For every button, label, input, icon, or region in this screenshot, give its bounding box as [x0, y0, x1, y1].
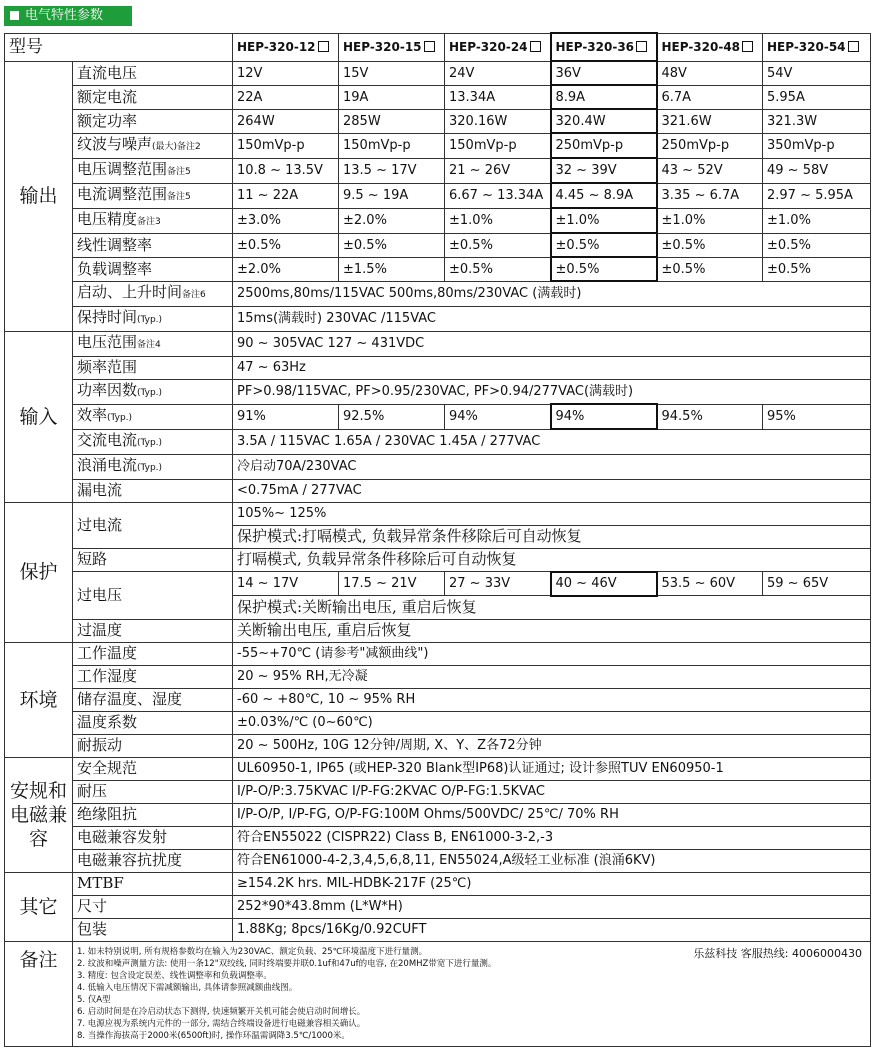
square-icon	[10, 11, 19, 20]
value-cell: 49 ~ 58V	[763, 158, 871, 183]
value-cell: 150mVp-p	[233, 133, 339, 158]
checkbox-icon	[848, 41, 859, 52]
row-label-text: 电压范围	[77, 332, 138, 351]
row-label-note: (Typ.)	[107, 412, 133, 423]
row-label: 安全规范	[73, 757, 233, 780]
model-name: HEP-320-54	[767, 39, 846, 54]
value-cell: ±0.5%	[445, 233, 551, 257]
value-cell: -55~+70℃ (请参考"减额曲线")	[233, 642, 871, 665]
value-cell: 13.5 ~ 17V	[339, 158, 445, 183]
model-name: HEP-320-24	[449, 39, 528, 54]
row-label-text: 电压调整范围	[77, 159, 168, 178]
row-label: 短路	[73, 548, 233, 572]
row-label-text: 漏电流	[77, 481, 123, 499]
row-label-text: 浪涌电流	[77, 455, 138, 474]
row-label	[73, 479, 233, 502]
value-cell: ±0.5%	[339, 233, 445, 257]
row-label-text: 电压精度	[77, 209, 138, 228]
value-cell: 3.5A / 115VAC 1.65A / 230VAC 1.45A / 277VAC	[233, 429, 871, 454]
row-label	[73, 306, 233, 331]
value-cell: 53.5 ~ 60V	[657, 572, 763, 596]
row-label: 包装	[73, 918, 233, 941]
value-cell: 40 ~ 46V	[551, 572, 657, 596]
value-cell: <0.75mA / 277VAC	[233, 479, 871, 502]
value-cell: 32 ~ 39V	[551, 158, 657, 183]
row-label: 工作湿度	[73, 665, 233, 688]
value-cell: 3.35 ~ 6.7A	[657, 183, 763, 208]
row-label: MTBF	[73, 872, 233, 895]
row-label	[73, 109, 233, 133]
model-name: HEP-320-36	[555, 39, 635, 54]
category-cell: 其它	[5, 872, 73, 941]
value-cell: ±1.5%	[339, 257, 445, 281]
value-cell: 250mVp-p	[657, 133, 763, 158]
value-cell: 59 ~ 65V	[763, 572, 871, 596]
checkbox-icon	[636, 41, 647, 52]
value-cell: 4.45 ~ 8.9A	[551, 183, 657, 208]
value-cell: 20 ~ 95% RH,无冷凝	[233, 665, 871, 688]
value-cell: 14 ~ 17V	[233, 572, 339, 596]
row-label	[73, 379, 233, 404]
value-cell: 150mVp-p	[445, 133, 551, 158]
value-cell: 6.7A	[657, 85, 763, 109]
row-label-text: 频率范围	[77, 358, 138, 376]
section-title: 电气特性参数	[25, 8, 104, 23]
hotline-text: 乐兹科技 客服热线: 4006000430	[693, 946, 862, 960]
value-cell: ±0.5%	[763, 233, 871, 257]
row-label-note: (Typ.)	[137, 462, 163, 473]
model-name: HEP-320-12	[237, 39, 316, 54]
row-label: 过温度	[73, 619, 233, 642]
row-label	[73, 331, 233, 356]
note-line: 5. 仅A型	[77, 994, 111, 1005]
row-label	[73, 356, 233, 379]
value-cell: 12V	[233, 61, 339, 85]
value-cell: 15ms(满载时) 230VAC /115VAC	[233, 306, 871, 331]
row-label: 绝缘阻抗	[73, 803, 233, 826]
checkbox-icon	[424, 41, 435, 52]
row-label	[73, 158, 233, 183]
model-cell	[445, 33, 551, 61]
model-cell	[763, 33, 871, 61]
value-cell: PF>0.98/115VAC, PF>0.95/230VAC, PF>0.94/277VAC(满载时)	[233, 379, 871, 404]
category-cell: 安规和电磁兼容	[5, 757, 73, 872]
row-label-text: 额定功率	[77, 111, 138, 130]
value-cell: ±0.5%	[551, 257, 657, 281]
row-label: 温度系数	[73, 711, 233, 734]
row-label-note: 备注5	[167, 191, 191, 202]
value-cell: 9.5 ~ 19A	[339, 183, 445, 208]
value-cell: 符合EN55022 (CISPR22) Class B, EN61000-3-2,-3	[233, 826, 871, 849]
note-line: 7. 电源应视为系统内元件的一部分, 需结合终端设备进行电磁兼容相关确认。	[77, 1018, 366, 1029]
row-label	[73, 85, 233, 109]
row-label-note: 备注3	[137, 216, 161, 227]
row-label	[73, 133, 233, 158]
row-label	[73, 429, 233, 454]
value-cell: ±1.0%	[763, 208, 871, 233]
row-label-note: (Typ.)	[137, 387, 163, 398]
row-label-text: 线性调整率	[77, 235, 153, 254]
value-cell: 94.5%	[657, 404, 763, 429]
value-cell: 47 ~ 63Hz	[233, 356, 871, 379]
value-cell: ±2.0%	[233, 257, 339, 281]
value-cell: 350mVp-p	[763, 133, 871, 158]
note-line: 1. 如未特别说明, 所有规格参数均在输入为230VAC、额定负载、25℃环境温度下进行量测。	[77, 946, 428, 957]
value-cell: 54V	[763, 61, 871, 85]
row-label-note: (Typ.)	[137, 437, 163, 448]
value-cell: 保护模式:关断输出电压, 重启后恢复	[233, 596, 871, 620]
row-label: 电磁兼容抗扰度	[73, 849, 233, 872]
checkbox-icon	[742, 41, 753, 52]
value-cell: -60 ~ +80℃, 10 ~ 95% RH	[233, 688, 871, 711]
row-label-note: 备注6	[182, 289, 206, 300]
value-cell: 321.3W	[763, 109, 871, 133]
value-cell: 320.4W	[551, 109, 657, 133]
category-cell: 环境	[5, 642, 73, 757]
spec-table	[4, 32, 871, 1047]
value-cell: 10.8 ~ 13.5V	[233, 158, 339, 183]
value-cell: 320.16W	[445, 109, 551, 133]
category-cell: 输出	[5, 61, 73, 331]
value-cell: 36V	[551, 61, 657, 85]
value-cell: 24V	[445, 61, 551, 85]
row-label: 电磁兼容发射	[73, 826, 233, 849]
row-label	[73, 281, 233, 306]
row-label-text: 额定电流	[77, 87, 138, 106]
model-cell	[657, 33, 763, 61]
value-cell: 19A	[339, 85, 445, 109]
value-cell: 2500ms,80ms/115VAC 500ms,80ms/230VAC (满载时)	[233, 281, 871, 306]
value-cell: 5.95A	[763, 85, 871, 109]
value-cell: 94%	[445, 404, 551, 429]
category-cell: 备注	[5, 941, 73, 1046]
value-cell: 保护模式:打嗝模式, 负载异常条件移除后可自动恢复	[233, 525, 871, 548]
note-line: 6. 启动时间是在冷启动状态下测得, 快速频繁开关机可能会使启动时间增长。	[77, 1006, 366, 1017]
value-cell: ≥154.2K hrs. MIL-HDBK-217F (25℃)	[233, 872, 871, 895]
row-label	[73, 454, 233, 479]
value-cell: ±1.0%	[551, 208, 657, 233]
row-label	[73, 208, 233, 233]
model-cell	[551, 33, 657, 61]
row-label: 耐压	[73, 780, 233, 803]
row-label: 耐振动	[73, 734, 233, 757]
value-cell: 48V	[657, 61, 763, 85]
value-cell: ±0.5%	[233, 233, 339, 257]
value-cell: ±3.0%	[233, 208, 339, 233]
value-cell: ±2.0%	[339, 208, 445, 233]
row-label: 过电压	[73, 572, 233, 620]
value-cell: 250mVp-p	[551, 133, 657, 158]
note-line: 3. 精度: 包含设定误差、线性调整率和负载调整率。	[77, 970, 272, 981]
row-label-text: 交流电流	[77, 430, 138, 449]
model-cell	[233, 33, 339, 61]
section-header	[4, 6, 132, 26]
row-label-note: (Typ.)	[137, 314, 163, 325]
row-label-text: 直流电压	[77, 63, 138, 82]
checkbox-icon	[318, 41, 329, 52]
value-cell: 6.67 ~ 13.34A	[445, 183, 551, 208]
row-label: 过电流	[73, 502, 233, 548]
row-label-note: 备注5	[167, 166, 191, 177]
value-cell: 21 ~ 26V	[445, 158, 551, 183]
row-label-text: 功率因数	[77, 380, 138, 399]
row-label	[73, 61, 233, 85]
row-label	[73, 257, 233, 281]
value-cell: ±1.0%	[445, 208, 551, 233]
row-label	[73, 404, 233, 429]
value-cell: 91%	[233, 404, 339, 429]
value-cell: ±0.5%	[763, 257, 871, 281]
notes-cell	[73, 941, 871, 1046]
value-cell: 321.6W	[657, 109, 763, 133]
note-line: 4. 低输入电压情况下需减额输出, 具体请参照减额曲线图。	[77, 982, 298, 993]
value-cell: I/P-O/P:3.75KVAC I/P-FG:2KVAC O/P-FG:1.5KVAC	[233, 780, 871, 803]
checkbox-icon	[530, 41, 541, 52]
row-label	[73, 233, 233, 257]
value-cell: 8.9A	[551, 85, 657, 109]
value-cell: 冷启动70A/230VAC	[233, 454, 871, 479]
value-cell: ±0.5%	[657, 233, 763, 257]
model-label: 型号	[5, 33, 233, 61]
row-label-text: 效率	[77, 405, 108, 424]
value-cell: 打嗝模式, 负载异常条件移除后可自动恢复	[233, 548, 871, 572]
value-cell: 20 ~ 500Hz, 10G 12分钟/周期, X、Y、Z各72分钟	[233, 734, 871, 757]
value-cell: ±1.0%	[657, 208, 763, 233]
value-cell: 1.88Kg; 8pcs/16Kg/0.92CUFT	[233, 918, 871, 941]
value-cell: 22A	[233, 85, 339, 109]
row-label-text: 电流调整范围	[77, 184, 168, 203]
value-cell: UL60950-1, IP65 (或HEP-320 Blank型IP68)认证通过; 设计参照TUV EN60950-1	[233, 757, 871, 780]
model-name: HEP-320-15	[343, 39, 422, 54]
value-cell: 15V	[339, 61, 445, 85]
value-cell: 关断输出电压, 重启后恢复	[233, 619, 871, 642]
category-cell: 保护	[5, 502, 73, 642]
row-label	[73, 183, 233, 208]
row-label-text: 纹波与噪声	[77, 134, 153, 153]
value-cell: 105%~ 125%	[233, 502, 871, 525]
row-label-note: (最大)备注2	[152, 141, 201, 152]
row-label: 工作温度	[73, 642, 233, 665]
value-cell: 2.97 ~ 5.95A	[763, 183, 871, 208]
value-cell: 150mVp-p	[339, 133, 445, 158]
value-cell: 符合EN61000-4-2,3,4,5,6,8,11, EN55024,A级轻工业标准 (浪涌6KV)	[233, 849, 871, 872]
value-cell: 94%	[551, 404, 657, 429]
row-label-note: 备注4	[137, 339, 161, 350]
model-name: HEP-320-48	[661, 39, 741, 54]
value-cell: ±0.5%	[551, 233, 657, 257]
value-cell: 95%	[763, 404, 871, 429]
note-line: 2. 纹波和噪声测量方法: 使用一条12"双绞线, 同时终端要并联0.1uf和47uf的电容, 在20MHZ带宽下进行量测。	[77, 958, 497, 969]
value-cell: I/P-O/P, I/P-FG, O/P-FG:100M Ohms/500VDC/ 25℃/ 70% RH	[233, 803, 871, 826]
value-cell: ±0.5%	[445, 257, 551, 281]
value-cell: ±0.03%/℃ (0~60℃)	[233, 711, 871, 734]
model-cell	[339, 33, 445, 61]
row-label: 尺寸	[73, 895, 233, 918]
value-cell: 27 ~ 33V	[445, 572, 551, 596]
value-cell: 92.5%	[339, 404, 445, 429]
row-label-text: 启动、上升时间	[77, 282, 183, 301]
value-cell: 90 ~ 305VAC 127 ~ 431VDC	[233, 331, 871, 356]
note-line: 8. 当操作海拔高于2000米(6500ft)时, 操作环温需调降3.5℃/1000米。	[77, 1030, 350, 1041]
category-cell: 输入	[5, 331, 73, 502]
value-cell: 252*90*43.8mm (L*W*H)	[233, 895, 871, 918]
value-cell: 11 ~ 22A	[233, 183, 339, 208]
row-label: 储存温度、湿度	[73, 688, 233, 711]
value-cell: 13.34A	[445, 85, 551, 109]
value-cell: 17.5 ~ 21V	[339, 572, 445, 596]
row-label-text: 保持时间	[77, 307, 138, 326]
value-cell: 285W	[339, 109, 445, 133]
value-cell: 264W	[233, 109, 339, 133]
value-cell: 43 ~ 52V	[657, 158, 763, 183]
row-label-text: 负载调整率	[77, 259, 153, 278]
value-cell: ±0.5%	[657, 257, 763, 281]
